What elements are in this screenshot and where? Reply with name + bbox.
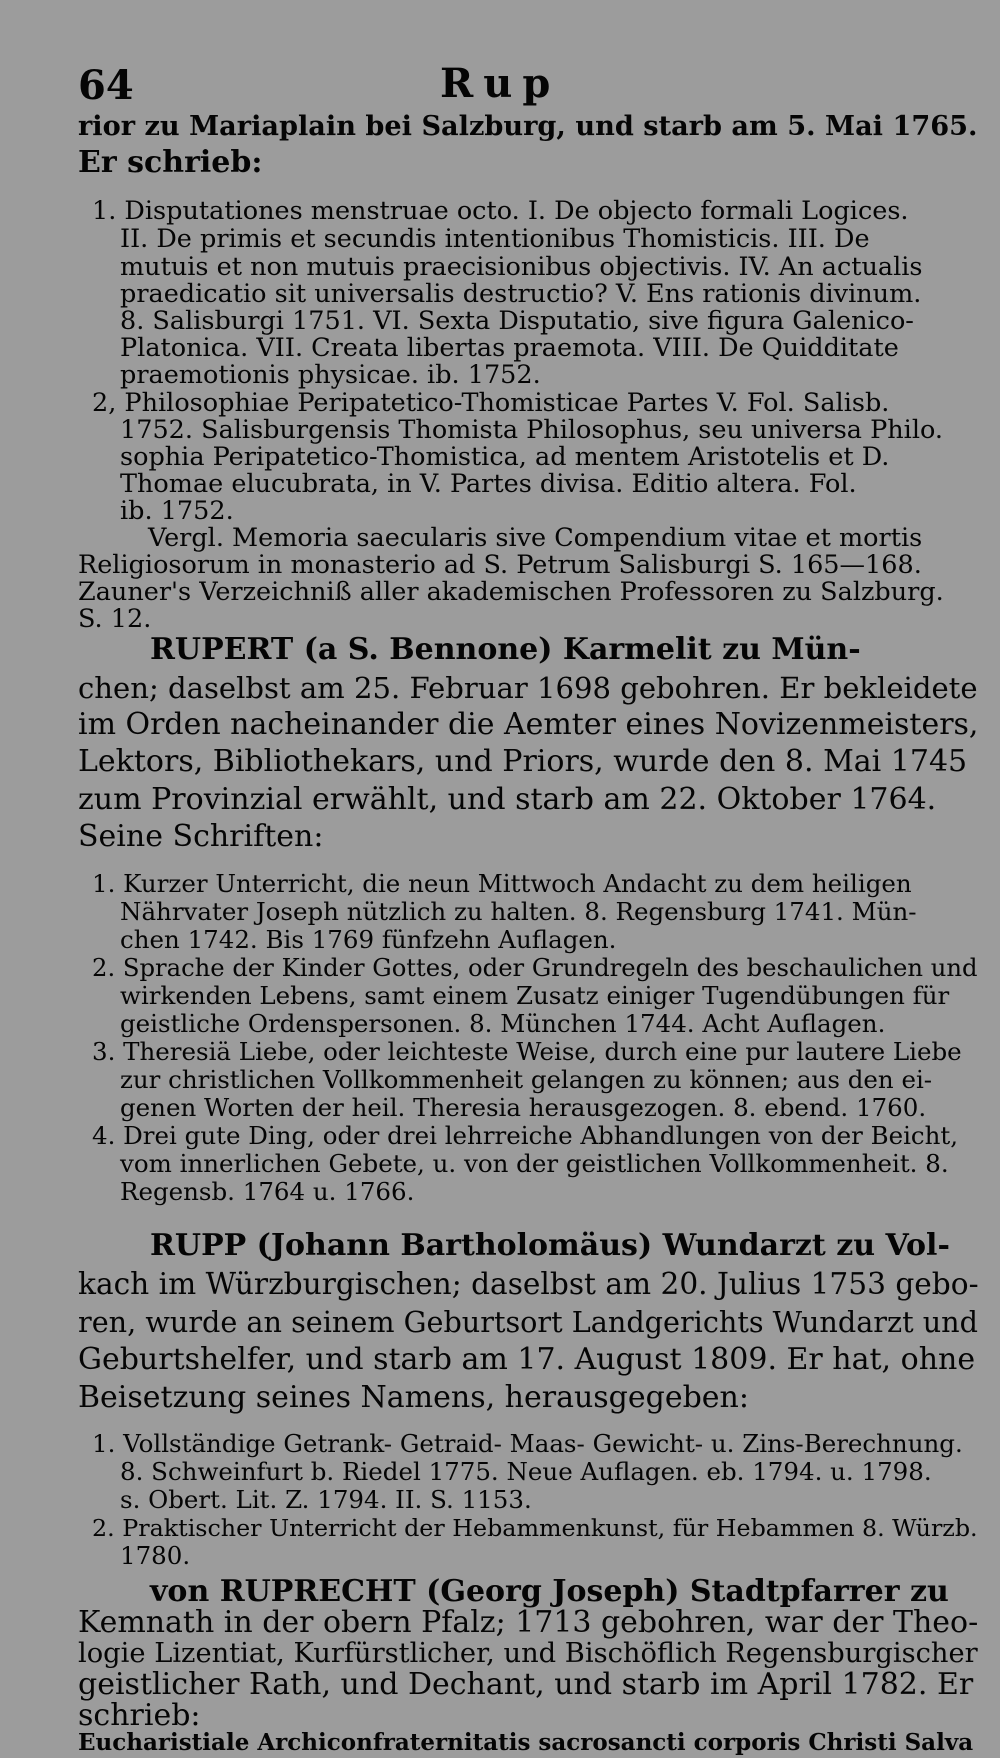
text-line: Seine Schriften: — [78, 819, 324, 854]
list-item: 2. Sprache der Kinder Gottes, oder Grundregeln des beschaulichen und — [92, 953, 978, 982]
page-number: 64 — [78, 62, 134, 109]
text-line: Regensb. 1764 u. 1766. — [120, 1177, 415, 1206]
text-line: chen; daselbst am 25. Februar 1698 gebohren. Er bekleidete — [78, 671, 978, 705]
text-line: Nährvater Joseph nützlich zu halten. 8. Regensburg 1741. Mün- — [120, 897, 917, 926]
entry-heading-ruprecht: von RUPRECHT (Georg Joseph) Stadtpfarrer zu — [150, 1574, 949, 1609]
entry-heading-rupp: RUPP (Johann Bartholomäus) Wundarzt zu Vol- — [150, 1228, 950, 1263]
text-line: praemotionis physicae. ib. 1752. — [120, 360, 541, 390]
text-line: 8. Salisburgi 1751. VI. Sexta Disputatio, sive figura Galenico- — [120, 306, 914, 336]
text-line: geistlicher Rath, und Dechant, und starb im April 1782. Er — [78, 1667, 974, 1702]
list-item: 4. Drei gute Ding, oder drei lehrreiche Abhandlungen von der Beicht, — [92, 1121, 959, 1150]
entry-heading-rupert: RUPERT (a S. Bennone) Karmelit zu Mün- — [150, 632, 861, 667]
list-item: 1. Vollständige Getrank- Getraid- Maas- Gewicht- u. Zins-Berechnung. — [92, 1429, 963, 1458]
running-head: Rup — [440, 60, 561, 107]
list-item: 2, Philosophiae Peripatetico-Thomisticae Partes V. Fol. Salisb. — [92, 388, 890, 418]
text-line: Lektors, Bibliothekars, und Priors, wurde den 8. Mai 1745 — [78, 744, 968, 779]
text-line: 8. Schweinfurt b. Riedel 1775. Neue Auflagen. eb. 1794. u. 1798. — [120, 1457, 932, 1486]
text-line: s. Obert. Lit. Z. 1794. II. S. 1153. — [120, 1485, 532, 1514]
text-line: Er schrieb: — [78, 145, 263, 180]
list-item: 2. Praktischer Unterricht der Hebammenkunst, für Hebammen 8. Würzb. — [92, 1514, 978, 1542]
text-line: vom innerlichen Gebete, u. von der geistlichen Vollkommenheit. 8. — [120, 1149, 949, 1178]
text-line: mutuis et non mutuis praecisionibus objectivis. IV. An actualis — [120, 252, 923, 282]
text-line: Beisetzung seines Namens, herausgegeben: — [78, 1380, 749, 1415]
text-line: II. De primis et secundis intentionibus Thomisticis. III. De — [120, 224, 870, 254]
text-line: rior zu Mariaplain bei Salzburg, und starb am 5. Mai 1765. — [78, 110, 978, 142]
text-line: S. 12. — [78, 604, 152, 634]
text-line: im Orden nacheinander die Aemter eines Novizenmeisters, — [78, 707, 979, 742]
text-line: ren, wurde an seinem Geburtsort Landgerichts Wundarzt und — [78, 1305, 978, 1339]
text-line: genen Worten der heil. Theresia herausgezogen. 8. ebend. 1760. — [120, 1093, 927, 1122]
text-line: ib. 1752. — [120, 496, 234, 526]
text-line: Eucharistiale Archiconfraternitatis sacrosancti corporis Christi Salva — [78, 1729, 974, 1756]
text-line: Zauner's Verzeichniß aller akademischen Professoren zu Salzburg. — [78, 577, 944, 607]
text-line: zum Provinzial erwählt, und starb am 22. Oktober 1764. — [78, 782, 937, 817]
text-line: wirkenden Lebens, samt einem Zusatz einiger Tugendübungen für — [120, 981, 950, 1010]
text-line: 1780. — [120, 1541, 191, 1570]
text-line: sophia Peripatetico-Thomistica, ad mentem Aristotelis et D. — [120, 442, 890, 472]
text-line: zur christlichen Vollkommenheit gelangen zu können; aus den ei- — [120, 1065, 933, 1094]
text-line: Geburtshelfer, und starb am 17. August 1809. Er hat, ohne — [78, 1342, 976, 1377]
text-line: logie Lizentiat, Kurfürstlicher, und Bischöflich Regensburgischer — [78, 1638, 978, 1669]
text-line: chen 1742. Bis 1769 fünfzehn Auflagen. — [120, 925, 617, 954]
text-line: kach im Würzburgischen; daselbst am 20. Julius 1753 gebo- — [78, 1267, 979, 1301]
list-item: 3. Theresiä Liebe, oder leichteste Weise, durch eine pur lautere Liebe — [92, 1037, 962, 1066]
text-line: geistliche Ordenspersonen. 8. München 1744. Acht Auflagen. — [120, 1009, 886, 1038]
text-line: schrieb: — [78, 1698, 201, 1733]
text-line: Kemnath in der obern Pfalz; 1713 gebohren, war der Theo- — [78, 1605, 979, 1640]
text-line: Platonica. VII. Creata libertas praemota. VIII. De Quidditate — [120, 333, 899, 363]
text-line: Religiosorum in monasterio ad S. Petrum Salisburgi S. 165—168. — [78, 550, 922, 580]
list-item: 1. Disputationes menstruae octo. I. De objecto formali Logices. — [92, 196, 909, 226]
text-line: Thomae elucubrata, in V. Partes divisa. Editio altera. Fol. — [120, 469, 857, 499]
text-line: praedicatio sit universalis destructio? V. Ens rationis divinum. — [120, 279, 922, 309]
text-line: Vergl. Memoria saecularis sive Compendium vitae et mortis — [148, 523, 923, 553]
text-line: 1752. Salisburgensis Thomista Philosophus, seu universa Philo. — [120, 415, 943, 445]
list-item: 1. Kurzer Unterricht, die neun Mittwoch Andacht zu dem heiligen — [92, 869, 912, 898]
